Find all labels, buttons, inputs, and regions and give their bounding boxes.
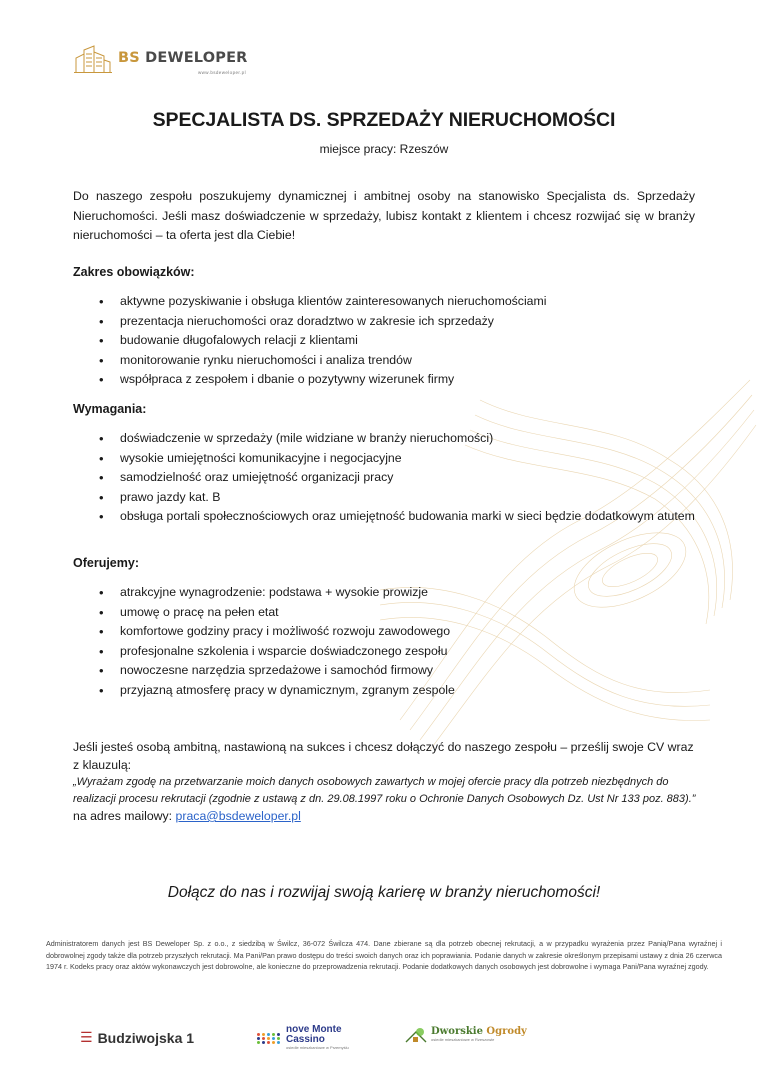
- duties-heading: Zakres obowiązków:: [73, 265, 195, 279]
- requirements-list: [73, 429, 695, 527]
- bars-icon: ☰: [80, 1029, 92, 1045]
- list-item: • prawo jazdy kat. B: [73, 488, 695, 508]
- work-location: miejsce pracy: Rzeszów: [319, 142, 449, 156]
- dots-icon: [257, 1033, 281, 1044]
- dworskie-ogrody-label: Dworskie Ogrody: [431, 1026, 527, 1037]
- list-item: • współpraca z zespołem i dbanie o pozytywny wizerunek firmy: [73, 370, 695, 390]
- offer-list: [73, 583, 695, 700]
- nmc-line1: nove Monte: [286, 1024, 342, 1035]
- list-item: • wysokie umiejętności komunikacyjne i negocjacyjne: [73, 449, 695, 469]
- list-item: • profesjonalne szkolenia i wsparcie doświadczonego zespołu: [73, 642, 695, 662]
- list-item: • umowę o pracę na pełen etat: [73, 603, 695, 623]
- email-link[interactable]: praca@bsdeweloper.pl: [175, 809, 301, 823]
- budziwojska-logo: [80, 1029, 194, 1046]
- nmc-sub: osiedle mieszkaniowe w Przemyślu: [286, 1045, 349, 1050]
- list-item: • aktywne pozyskiwanie i obsługa klientów zainteresowanych nieruchomościami: [73, 292, 695, 312]
- list-item: • komfortowe godziny pracy i możliwość rozwoju zawodowego: [73, 622, 695, 642]
- intro-paragraph: Do naszego zespołu poszukujemy dynamicznej i ambitnej osoby na stanowisko Specjalista ds. Sprzedaży Nieruchomości. Jeśli masz doświadczenie w sprzedaży, lubisz kontakt z klientem i chcesz rozwijać się w branży nieruchomości – ta oferta jest dla Ciebie!: [73, 189, 695, 242]
- requirements-heading: Wymagania:: [73, 402, 147, 416]
- list-item: • obsługa portali społecznościowych oraz umiejętność budowania marki w sieci będzie dodatkowym atutem: [73, 507, 695, 527]
- application-text: Jeśli jesteś osobą ambitną, nastawioną na sukces i chcesz dołączyć do naszego zespołu – prześlij swoje CV wraz z klauzulą:: [73, 740, 694, 772]
- list-item: • atrakcyjne wynagrodzenie: podstawa + wysokie prowizje: [73, 583, 695, 603]
- budziwojska-label: Budziwojska 1: [97, 1029, 195, 1046]
- closing-slogan: Dołącz do nas i rozwijaj swoją karierę w branży nieruchomości!: [167, 884, 601, 901]
- list-item: • doświadczenie w sprzedaży (mile widziane w branży nieruchomości): [73, 429, 695, 449]
- duties-list: [73, 292, 695, 390]
- email-prefix: na adres mailowy:: [73, 809, 173, 823]
- gdpr-notice: Administratorem danych jest BS Deweloper Sp. z o.o., z siedzibą w Świlcz, 36-072 Świlcza 474. Dane zbierane są dla potrzeb obecnej rekrutacji, a w przypadku wyrażenia przez Panią/Pana wyraźnej i dobrowolnej zgody także dla potrzeb przyszłych rekrutacji. Ma Pani/Pan prawo dostępu do treści swoich danych oraz ich poprawiania. Podanie danych w zakresie określonym przepisami ustawy z dnia 26 czerwca 1974 r. Kodeks pracy oraz aktów wykonawczych jest dobrowolne, ale konieczne do przeprowadzenia rekrutacji. Podanie dodatkowych danych osobowych jest dobrowolne i wymaga Pani/Pana wyraźnej zgody.: [46, 939, 722, 971]
- list-item: • monitorowanie rynku nieruchomości i analiza trendów: [73, 351, 695, 371]
- bs-deweloper-logo: [74, 44, 274, 78]
- list-item: • budowanie długofalowych relacji z klientami: [73, 331, 695, 351]
- list-item: • przyjazną atmosferę pracy w dynamicznym, zgranym zespole: [73, 681, 695, 701]
- application-instructions: [73, 738, 703, 825]
- offer-heading: Oferujemy:: [73, 556, 139, 570]
- logo-url: www.bsdeweloper.pl: [198, 70, 246, 75]
- dworskie-ogrody-logo: [405, 1026, 527, 1043]
- list-item: • samodzielność oraz umiejętność organizacji pracy: [73, 468, 695, 488]
- house-tree-icon: [405, 1027, 427, 1043]
- logo-wordmark: BS DEWELOPER: [118, 50, 248, 66]
- nove-monte-cassino-logo: [257, 1025, 349, 1051]
- dworskie-ogrody-sub: osiedle mieszkaniowe w Rzeszowie: [431, 1037, 495, 1042]
- list-item: • prezentacja nieruchomości oraz doradztwo w zakresie ich sprzedaży: [73, 312, 695, 332]
- list-item: • nowoczesne narzędzia sprzedażowe i samochód firmowy: [73, 661, 695, 681]
- nmc-line2: Cassino: [286, 1034, 325, 1045]
- consent-clause: „Wyrażam zgodę na przetwarzanie moich danych osobowych zawartych w mojej ofercie pracy dla potrzeb niezbędnych do realizacji procesu rekrutacji (zgodnie z ustawą z dn. 29.08.1997 roku o Ochronie Danych Osobowych Dz. Ust Nr 133 poz. 883).”: [73, 776, 696, 805]
- building-logo-icon: [74, 44, 112, 74]
- page-title: SPECJALISTA DS. SPRZEDAŻY NIERUCHOMOŚCI: [152, 109, 616, 131]
